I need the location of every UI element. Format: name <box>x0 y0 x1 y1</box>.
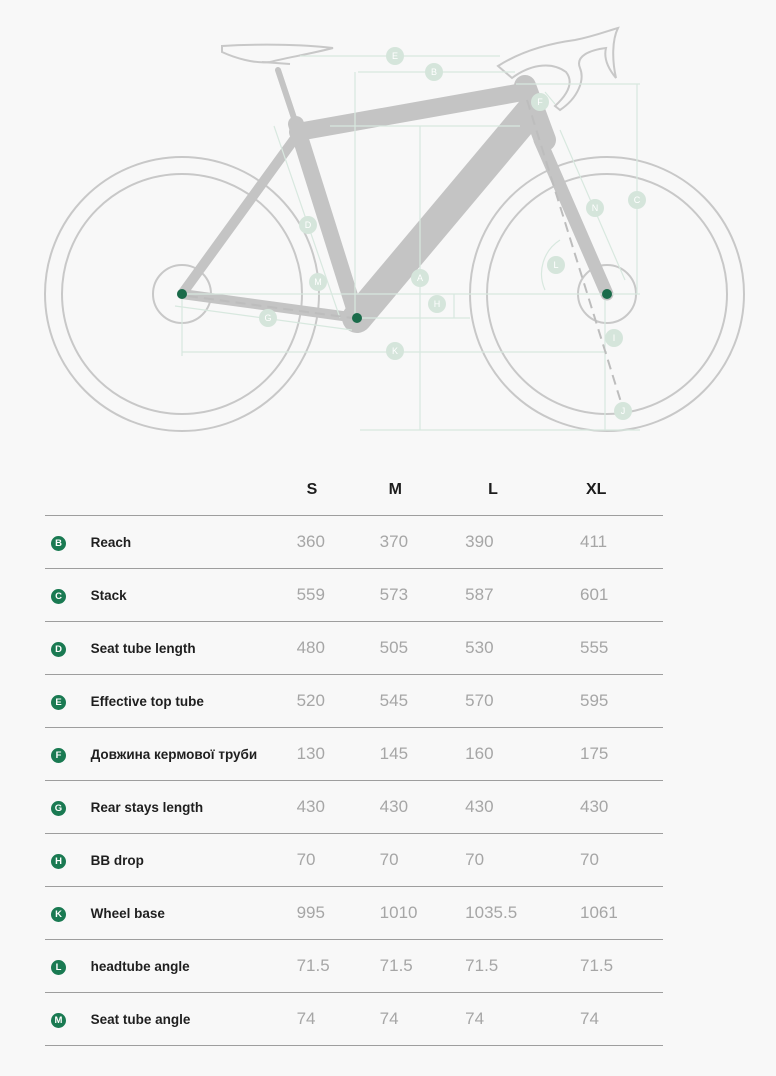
table-row <box>45 569 663 622</box>
svg-text:H: H <box>433 299 441 309</box>
value-l: 160 <box>465 728 580 781</box>
marker-a <box>411 269 429 287</box>
bike-geometry-diagram <box>0 0 776 440</box>
measurement-label: Довжина кермової труби <box>91 728 297 781</box>
value-m: 145 <box>380 728 466 781</box>
header-label-spacer <box>91 465 297 516</box>
value-xl: 595 <box>580 675 663 728</box>
measurement-letter-badge: K <box>51 907 66 922</box>
table-row <box>45 993 663 1046</box>
value-l: 390 <box>465 516 580 569</box>
measurement-letter-badge: B <box>51 536 66 551</box>
svg-text:B: B <box>430 67 438 77</box>
measurement-label: Seat tube length <box>91 622 297 675</box>
value-xl: 430 <box>580 781 663 834</box>
value-m: 430 <box>380 781 466 834</box>
marker-k <box>386 342 404 360</box>
svg-text:A: A <box>416 273 424 283</box>
table-row <box>45 516 663 569</box>
value-m: 71.5 <box>380 940 466 993</box>
value-l: 1035.5 <box>465 887 580 940</box>
value-m: 573 <box>380 569 466 622</box>
value-l: 587 <box>465 569 580 622</box>
value-s: 360 <box>297 516 380 569</box>
value-xl: 411 <box>580 516 663 569</box>
geometry-rows <box>45 516 663 1046</box>
marker-l <box>547 256 565 274</box>
value-l: 74 <box>465 993 580 1046</box>
measurement-label: Wheel base <box>91 887 297 940</box>
row-badge-cell <box>45 569 91 622</box>
value-s: 480 <box>297 622 380 675</box>
measurement-letter-badge: L <box>51 960 66 975</box>
row-badge-cell <box>45 940 91 993</box>
measurement-letter-badge: G <box>51 801 66 816</box>
value-s: 70 <box>297 834 380 887</box>
measurement-letter-badge: M <box>51 1013 66 1028</box>
svg-text:G: G <box>264 313 272 323</box>
measurement-label: BB drop <box>91 834 297 887</box>
value-l: 70 <box>465 834 580 887</box>
measurement-label: Stack <box>91 569 297 622</box>
marker-j <box>614 402 632 420</box>
value-xl: 70 <box>580 834 663 887</box>
value-m: 1010 <box>380 887 466 940</box>
row-badge-cell <box>45 728 91 781</box>
row-badge-cell <box>45 834 91 887</box>
value-xl: 74 <box>580 993 663 1046</box>
table-row <box>45 728 663 781</box>
svg-text:E: E <box>391 51 399 61</box>
row-badge-cell <box>45 516 91 569</box>
measurement-letter-badge: F <box>51 748 66 763</box>
size-header-xl: XL <box>580 465 663 516</box>
size-header-m: M <box>380 465 466 516</box>
value-xl: 601 <box>580 569 663 622</box>
measurement-label: Effective top tube <box>91 675 297 728</box>
svg-text:I: I <box>612 333 616 343</box>
measurement-label: Rear stays length <box>91 781 297 834</box>
table-row <box>45 834 663 887</box>
measurement-label: headtube angle <box>91 940 297 993</box>
marker-m <box>309 273 327 291</box>
table-row <box>45 887 663 940</box>
value-m: 505 <box>380 622 466 675</box>
svg-text:J: J <box>620 406 626 416</box>
value-l: 71.5 <box>465 940 580 993</box>
value-l: 530 <box>465 622 580 675</box>
measurement-letter-badge: D <box>51 642 66 657</box>
value-m: 545 <box>380 675 466 728</box>
value-s: 995 <box>297 887 380 940</box>
marker-g <box>259 309 277 327</box>
svg-text:D: D <box>304 220 312 230</box>
value-s: 74 <box>297 993 380 1046</box>
measurement-label: Reach <box>91 516 297 569</box>
row-badge-cell <box>45 622 91 675</box>
row-badge-cell <box>45 887 91 940</box>
marker-f <box>531 93 549 111</box>
measurement-letter-badge: E <box>51 695 66 710</box>
marker-b <box>425 63 443 81</box>
marker-d <box>299 216 317 234</box>
svg-text:C: C <box>633 195 641 205</box>
value-s: 71.5 <box>297 940 380 993</box>
svg-text:K: K <box>391 346 399 356</box>
measurement-label: Seat tube angle <box>91 993 297 1046</box>
value-xl: 1061 <box>580 887 663 940</box>
table-row <box>45 675 663 728</box>
value-xl: 175 <box>580 728 663 781</box>
svg-text:F: F <box>537 97 543 107</box>
value-m: 370 <box>380 516 466 569</box>
table-row <box>45 781 663 834</box>
value-m: 74 <box>380 993 466 1046</box>
value-xl: 71.5 <box>580 940 663 993</box>
table-row <box>45 622 663 675</box>
svg-text:M: M <box>314 277 322 287</box>
measurement-letter-badge: H <box>51 854 66 869</box>
row-badge-cell <box>45 993 91 1046</box>
saddle <box>222 45 333 64</box>
size-header-l: L <box>465 465 580 516</box>
value-xl: 555 <box>580 622 663 675</box>
value-m: 70 <box>380 834 466 887</box>
table-row <box>45 940 663 993</box>
value-s: 430 <box>297 781 380 834</box>
marker-n <box>586 199 604 217</box>
row-badge-cell <box>45 781 91 834</box>
value-l: 430 <box>465 781 580 834</box>
size-header-s: S <box>297 465 380 516</box>
marker-e <box>386 47 404 65</box>
svg-text:L: L <box>553 260 559 270</box>
geometry-table <box>45 465 663 1046</box>
row-badge-cell <box>45 675 91 728</box>
marker-h <box>428 295 446 313</box>
value-s: 520 <box>297 675 380 728</box>
header-spacer <box>45 465 91 516</box>
svg-text:N: N <box>591 203 599 213</box>
marker-c <box>628 191 646 209</box>
size-header-row <box>45 465 663 516</box>
value-s: 130 <box>297 728 380 781</box>
marker-i <box>605 329 623 347</box>
measurement-letter-badge: C <box>51 589 66 604</box>
value-s: 559 <box>297 569 380 622</box>
value-l: 570 <box>465 675 580 728</box>
